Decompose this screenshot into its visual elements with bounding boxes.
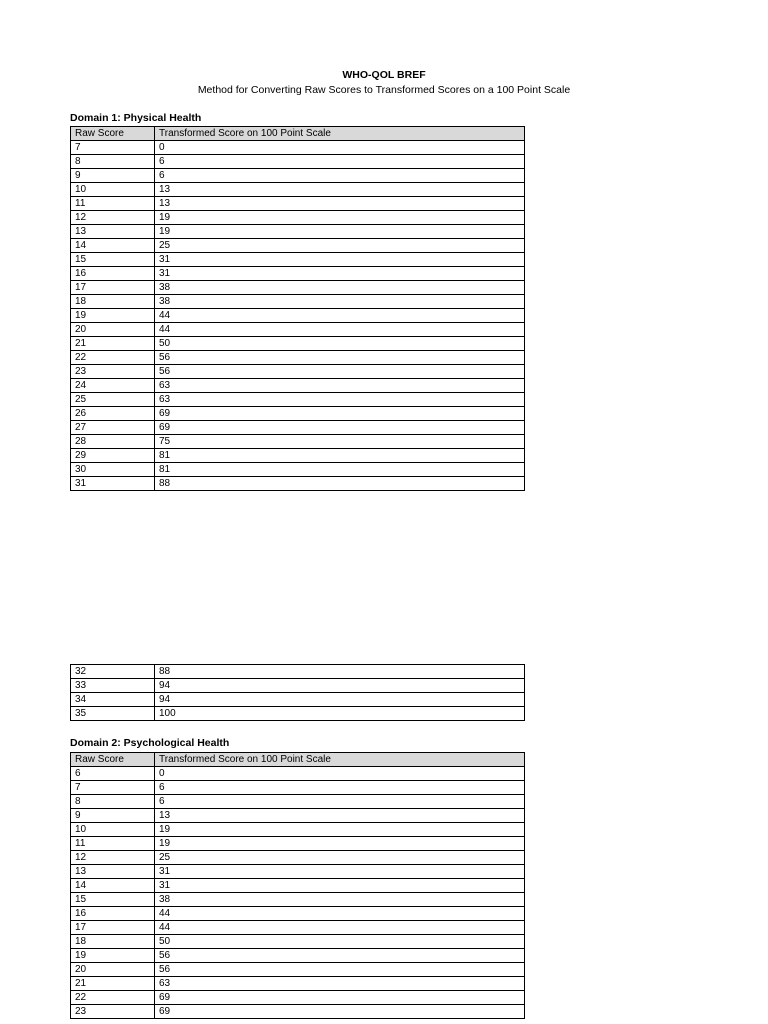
raw-score-cell: 11: [71, 197, 155, 211]
raw-score-cell: 20: [71, 963, 155, 977]
raw-score-cell: 8: [71, 155, 155, 169]
raw-score-cell: 27: [71, 421, 155, 435]
column-header-transformed-score: Transformed Score on 100 Point Scale: [155, 127, 525, 141]
raw-score-cell: 15: [71, 893, 155, 907]
transformed-score-cell: 19: [155, 225, 525, 239]
column-header-raw-score: Raw Score: [71, 127, 155, 141]
table-row: [71, 379, 525, 393]
transformed-score-cell: 31: [155, 879, 525, 893]
table-row: [71, 907, 525, 921]
table-row: [71, 865, 525, 879]
table-row: [71, 421, 525, 435]
raw-score-cell: 6: [71, 767, 155, 781]
transformed-score-cell: 50: [155, 337, 525, 351]
table-row: [71, 449, 525, 463]
raw-score-cell: 31: [71, 477, 155, 491]
domain1-table-continued: [70, 664, 525, 721]
table-row: [71, 879, 525, 893]
raw-score-cell: 26: [71, 407, 155, 421]
raw-score-cell: 16: [71, 907, 155, 921]
table-row: [71, 851, 525, 865]
transformed-score-cell: 50: [155, 935, 525, 949]
transformed-score-cell: 56: [155, 351, 525, 365]
table-row: [71, 935, 525, 949]
transformed-score-cell: 63: [155, 393, 525, 407]
raw-score-cell: 33: [71, 679, 155, 693]
table-row: [71, 893, 525, 907]
raw-score-cell: 12: [71, 851, 155, 865]
raw-score-cell: 19: [71, 949, 155, 963]
transformed-score-cell: 13: [155, 183, 525, 197]
transformed-score-cell: 94: [155, 693, 525, 707]
transformed-score-cell: 19: [155, 823, 525, 837]
table-row: [71, 323, 525, 337]
domain2-heading: Domain 2: Psychological Health: [70, 737, 230, 749]
table-row: [71, 823, 525, 837]
table-row: [71, 267, 525, 281]
transformed-score-cell: 25: [155, 239, 525, 253]
transformed-score-cell: 44: [155, 323, 525, 337]
raw-score-cell: 8: [71, 795, 155, 809]
transformed-score-cell: 81: [155, 449, 525, 463]
table-row: [71, 337, 525, 351]
table-row: [71, 837, 525, 851]
transformed-score-cell: 100: [155, 707, 525, 721]
raw-score-cell: 32: [71, 665, 155, 679]
transformed-score-cell: 69: [155, 421, 525, 435]
table-row: [71, 365, 525, 379]
transformed-score-cell: 88: [155, 665, 525, 679]
table-row: [71, 665, 525, 679]
raw-score-cell: 9: [71, 169, 155, 183]
raw-score-cell: 14: [71, 239, 155, 253]
transformed-score-cell: 63: [155, 379, 525, 393]
transformed-score-cell: 6: [155, 169, 525, 183]
raw-score-cell: 10: [71, 183, 155, 197]
table-row: [71, 679, 525, 693]
raw-score-cell: 17: [71, 921, 155, 935]
raw-score-cell: 7: [71, 141, 155, 155]
transformed-score-cell: 94: [155, 679, 525, 693]
transformed-score-cell: 44: [155, 921, 525, 935]
raw-score-cell: 22: [71, 991, 155, 1005]
document-title: WHO-QOL BREF: [342, 69, 426, 81]
transformed-score-cell: 19: [155, 837, 525, 851]
raw-score-cell: 28: [71, 435, 155, 449]
transformed-score-cell: 6: [155, 795, 525, 809]
document-subtitle: Method for Converting Raw Scores to Transformed Scores on a 100 Point Scale: [197, 84, 571, 96]
table-row: [71, 141, 525, 155]
table-row: [71, 949, 525, 963]
raw-score-cell: 11: [71, 837, 155, 851]
table-header-row: [71, 753, 525, 767]
table-row: [71, 435, 525, 449]
transformed-score-cell: 0: [155, 767, 525, 781]
column-header-transformed-score: Transformed Score on 100 Point Scale: [155, 753, 525, 767]
raw-score-cell: 13: [71, 225, 155, 239]
table-row: [71, 921, 525, 935]
table-row: [71, 183, 525, 197]
raw-score-cell: 22: [71, 351, 155, 365]
domain1-table: [70, 126, 525, 491]
transformed-score-cell: 69: [155, 991, 525, 1005]
raw-score-cell: 18: [71, 935, 155, 949]
raw-score-cell: 19: [71, 309, 155, 323]
transformed-score-cell: 44: [155, 907, 525, 921]
raw-score-cell: 10: [71, 823, 155, 837]
raw-score-cell: 30: [71, 463, 155, 477]
transformed-score-cell: 81: [155, 463, 525, 477]
transformed-score-cell: 6: [155, 155, 525, 169]
table-row: [71, 963, 525, 977]
raw-score-cell: 17: [71, 281, 155, 295]
transformed-score-cell: 31: [155, 267, 525, 281]
table-row: [71, 393, 525, 407]
table-row: [71, 169, 525, 183]
table-row: [71, 309, 525, 323]
transformed-score-cell: 38: [155, 281, 525, 295]
table-row: [71, 253, 525, 267]
table-row: [71, 991, 525, 1005]
table-row: [71, 155, 525, 169]
table-row: [71, 281, 525, 295]
transformed-score-cell: 31: [155, 253, 525, 267]
domain2-table: [70, 752, 525, 1019]
raw-score-cell: 24: [71, 379, 155, 393]
transformed-score-cell: 56: [155, 365, 525, 379]
table-row: [71, 809, 525, 823]
raw-score-cell: 12: [71, 211, 155, 225]
raw-score-cell: 15: [71, 253, 155, 267]
raw-score-cell: 20: [71, 323, 155, 337]
raw-score-cell: 25: [71, 393, 155, 407]
table-row: [71, 197, 525, 211]
raw-score-cell: 34: [71, 693, 155, 707]
table-row: [71, 351, 525, 365]
transformed-score-cell: 75: [155, 435, 525, 449]
table-row: [71, 477, 525, 491]
raw-score-cell: 21: [71, 337, 155, 351]
raw-score-cell: 21: [71, 977, 155, 991]
table-row: [71, 707, 525, 721]
raw-score-cell: 29: [71, 449, 155, 463]
domain1-heading: Domain 1: Physical Health: [70, 112, 202, 124]
table-row: [71, 1005, 525, 1019]
table-row: [71, 239, 525, 253]
raw-score-cell: 13: [71, 865, 155, 879]
table-row: [71, 795, 525, 809]
table-row: [71, 977, 525, 991]
raw-score-cell: 23: [71, 365, 155, 379]
transformed-score-cell: 56: [155, 949, 525, 963]
transformed-score-cell: 56: [155, 963, 525, 977]
raw-score-cell: 14: [71, 879, 155, 893]
table-row: [71, 211, 525, 225]
transformed-score-cell: 31: [155, 865, 525, 879]
transformed-score-cell: 88: [155, 477, 525, 491]
table-row: [71, 225, 525, 239]
raw-score-cell: 23: [71, 1005, 155, 1019]
table-row: [71, 693, 525, 707]
table-row: [71, 407, 525, 421]
transformed-score-cell: 44: [155, 309, 525, 323]
raw-score-cell: 16: [71, 267, 155, 281]
transformed-score-cell: 69: [155, 407, 525, 421]
transformed-score-cell: 13: [155, 197, 525, 211]
table-header-row: [71, 127, 525, 141]
transformed-score-cell: 19: [155, 211, 525, 225]
transformed-score-cell: 38: [155, 893, 525, 907]
raw-score-cell: 18: [71, 295, 155, 309]
table-row: [71, 781, 525, 795]
transformed-score-cell: 13: [155, 809, 525, 823]
transformed-score-cell: 38: [155, 295, 525, 309]
transformed-score-cell: 25: [155, 851, 525, 865]
raw-score-cell: 9: [71, 809, 155, 823]
column-header-raw-score: Raw Score: [71, 753, 155, 767]
transformed-score-cell: 0: [155, 141, 525, 155]
table-row: [71, 767, 525, 781]
transformed-score-cell: 63: [155, 977, 525, 991]
transformed-score-cell: 6: [155, 781, 525, 795]
table-row: [71, 463, 525, 477]
raw-score-cell: 35: [71, 707, 155, 721]
raw-score-cell: 7: [71, 781, 155, 795]
transformed-score-cell: 69: [155, 1005, 525, 1019]
table-row: [71, 295, 525, 309]
